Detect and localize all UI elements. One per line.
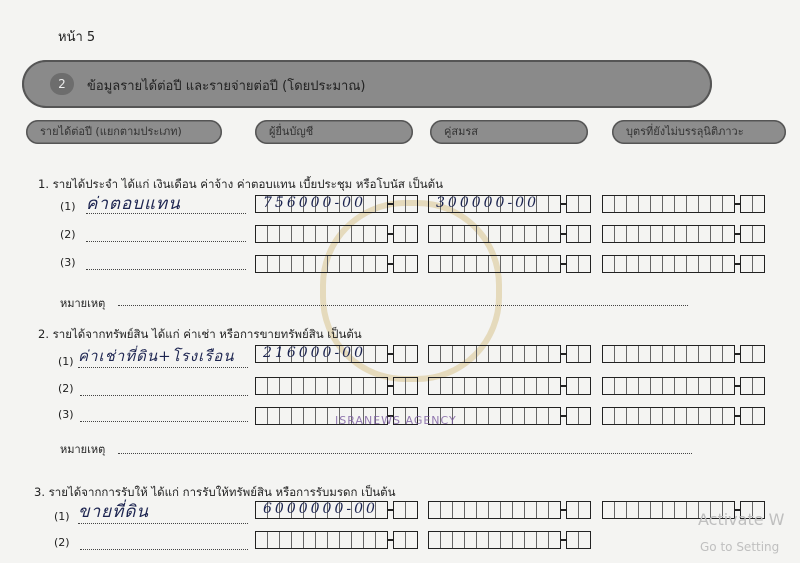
handwritten-amount: 216000-00 [263,345,366,361]
amount-entry-box[interactable] [602,406,765,426]
dotted-line [80,548,248,550]
row-label: (3) [60,256,76,269]
amount-entry-box[interactable] [428,254,591,274]
dotted-line [118,452,692,454]
watermark-agency: ISRANEWS AGENCY [335,414,457,427]
section-title: ข้อมูลรายได้ต่อปี และรายจ่ายต่อปี (โดยประมาณ) [87,79,366,94]
row-label: (1) [54,510,70,523]
amount-entry-box[interactable] [602,376,765,396]
column-header-children: บุตรที่ยังไม่บรรลุนิติภาวะ [612,120,786,144]
row-label: (2) [58,382,74,395]
column-header-declarant: ผู้ยื่นบัญชี [255,120,413,144]
handwritten-item: ค่าตอบแทน [86,194,181,214]
amount-entry-box[interactable] [428,194,591,214]
amount-entry-box[interactable] [602,224,765,244]
activation-watermark: Activate W [698,510,785,529]
dotted-line [86,268,246,270]
amount-entry-box[interactable] [255,344,418,364]
column-header-spouse: คู่สมรส [430,120,588,144]
dotted-line [86,240,246,242]
row-label: (2) [60,228,76,241]
row-label: (3) [58,408,74,421]
dotted-line [78,522,248,524]
dotted-line [80,394,248,396]
dotted-line [118,304,688,306]
page-number: หน้า 5 [58,30,96,45]
section-3-title: 3. รายได้จากการรับให้ ได้แก่ การรับให้ทรัพย์สิน หรือการรับมรดก เป็นต้น [34,485,396,499]
column-header-income-type: รายได้ต่อปี (แยกตามประเภท) [26,120,222,144]
note-label: หมายเหตุ [60,443,106,456]
amount-entry-box[interactable] [428,500,591,520]
handwritten-amount: 6000000-00 [263,501,378,517]
amount-entry-box[interactable] [255,500,418,520]
note-label: หมายเหตุ [60,297,106,310]
amount-entry-box[interactable] [428,530,591,550]
handwritten-item: ขายที่ดิน [78,502,149,522]
section-banner [22,60,712,108]
amount-entry-box[interactable] [255,194,418,214]
amount-entry-box[interactable] [255,530,418,550]
section-2-title: 2. รายได้จากทรัพย์สิน ได้แก่ ค่าเช่า หรือการขายทรัพย์สิน เป็นต้น [38,327,362,341]
row-label: (1) [60,200,76,213]
dotted-line [80,420,248,422]
amount-entry-box[interactable] [255,254,418,274]
amount-entry-box[interactable] [255,224,418,244]
amount-entry-box[interactable] [428,376,591,396]
amount-entry-box[interactable] [602,254,765,274]
dotted-line [86,212,246,214]
amount-entry-box[interactable] [428,344,591,364]
amount-entry-box[interactable] [428,224,591,244]
row-label: (1) [58,355,74,368]
handwritten-amount: 300000-00 [436,195,539,211]
handwritten-item: ค่าเช่าที่ดิน+โรงเรือน [78,347,235,365]
row-label: (2) [54,536,70,549]
activation-settings-link[interactable]: Go to Setting [700,540,780,554]
section-number: 2 [50,73,74,95]
dotted-line [78,366,248,368]
amount-entry-box[interactable] [602,194,765,214]
section-1-title: 1. รายได้ประจำ ได้แก่ เงินเดือน ค่าจ้าง ค่าตอบแทน เบี้ยประชุม หรือโบนัส เป็นต้น [38,177,443,191]
amount-entry-box[interactable] [255,376,418,396]
amount-entry-box[interactable] [602,344,765,364]
handwritten-amount: 756000-00 [263,195,366,211]
